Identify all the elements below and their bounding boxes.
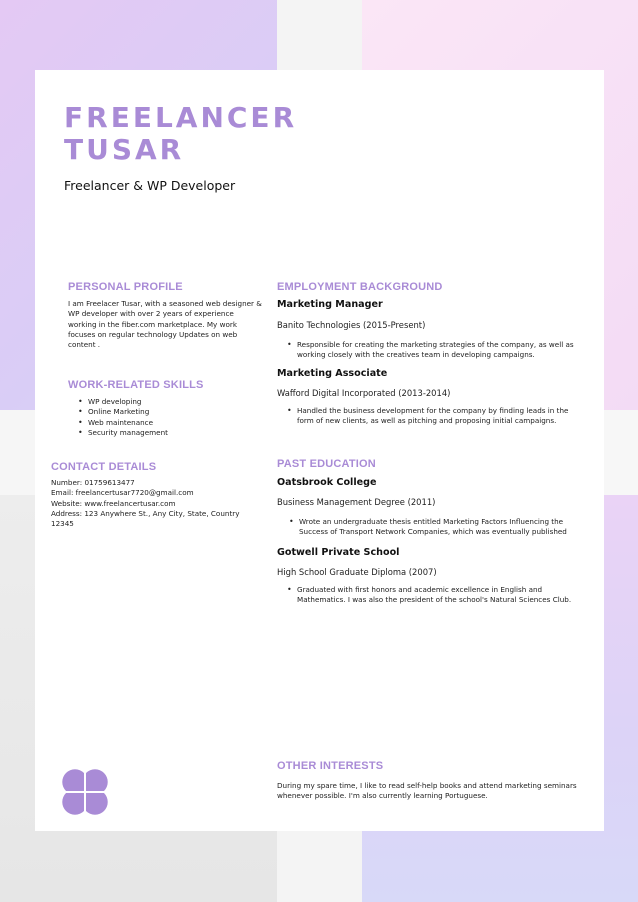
resume-subtitle: Freelancer & WP Developer xyxy=(64,178,236,193)
school-note: • Graduated with first honors and academic excellence in English and Mathematics. I was also the president of the school's Natural Sciences Club. xyxy=(297,585,589,606)
profile-text: I am Freelacer Tusar, with a seasoned web designer & WP developer with over 2 years of experience working in the fiber.com marketplace. My work focuses on regular technology Updates on web content . xyxy=(68,299,262,350)
school-degree: Business Management Degree (2011) xyxy=(277,497,436,507)
name-line-2: TUSAR xyxy=(64,133,185,166)
skills-heading: WORK-RELATED SKILLS xyxy=(68,379,204,391)
interests-text: During my spare time, I like to read self-help books and attend marketing seminars whenever possible. I'm also currently learning Portuguese. xyxy=(277,781,577,801)
four-petal-flower-icon xyxy=(62,769,108,815)
school-name: Oatsbrook College xyxy=(277,477,377,488)
job-duty: • Handled the business development for the company by finding leads in the form of new clients, as well as pitching and proposing initial campaigns. xyxy=(297,406,587,427)
contact-email: Email: freelancertusar7720@gmail.com xyxy=(51,488,194,498)
education-heading: PAST EDUCATION xyxy=(277,458,376,470)
skill-item: • Web maintenance xyxy=(88,418,268,428)
employment-heading: EMPLOYMENT BACKGROUND xyxy=(277,281,443,293)
job-duty: • Responsible for creating the marketing strategies of the company, as well as working closely with the creatives team in developing campaigns. xyxy=(297,340,577,361)
contact-address: Address: 123 Anywhere St., Any City, State, Country 12345 xyxy=(51,508,240,529)
job-title: Marketing Manager xyxy=(277,299,383,310)
contact-details xyxy=(51,478,251,529)
job-company: Wafford Digital Incorporated (2013-2014) xyxy=(277,388,451,398)
interests-heading: OTHER INTERESTS xyxy=(277,760,384,772)
skills-list xyxy=(78,397,268,438)
job-company: Banito Technologies (2015-Present) xyxy=(277,320,426,330)
skill-item: • Online Marketing xyxy=(88,407,268,417)
school-note: • Wrote an undergraduate thesis entitled Marketing Factors Influencing the Success of Transport Network Companies, which was eventually published xyxy=(299,517,591,538)
name-line-1: FREELANCER xyxy=(64,101,298,134)
skill-item: • WP developing xyxy=(88,397,268,407)
job-title: Marketing Associate xyxy=(277,368,388,379)
profile-heading: PERSONAL PROFILE xyxy=(68,281,183,293)
contact-heading: CONTACT DETAILS xyxy=(51,461,157,473)
contact-number: Number: 01759613477 xyxy=(51,478,135,487)
school-name: Gotwell Private School xyxy=(277,547,400,558)
resume-name xyxy=(64,102,297,166)
job-duties xyxy=(287,340,577,361)
job-duties xyxy=(287,406,587,427)
school-degree: High School Graduate Diploma (2007) xyxy=(277,567,437,577)
school-notes xyxy=(289,517,591,538)
skill-item: • Security management xyxy=(88,428,268,438)
contact-website: Website: www.freelancertusar.com xyxy=(51,498,176,508)
school-notes xyxy=(287,585,589,606)
